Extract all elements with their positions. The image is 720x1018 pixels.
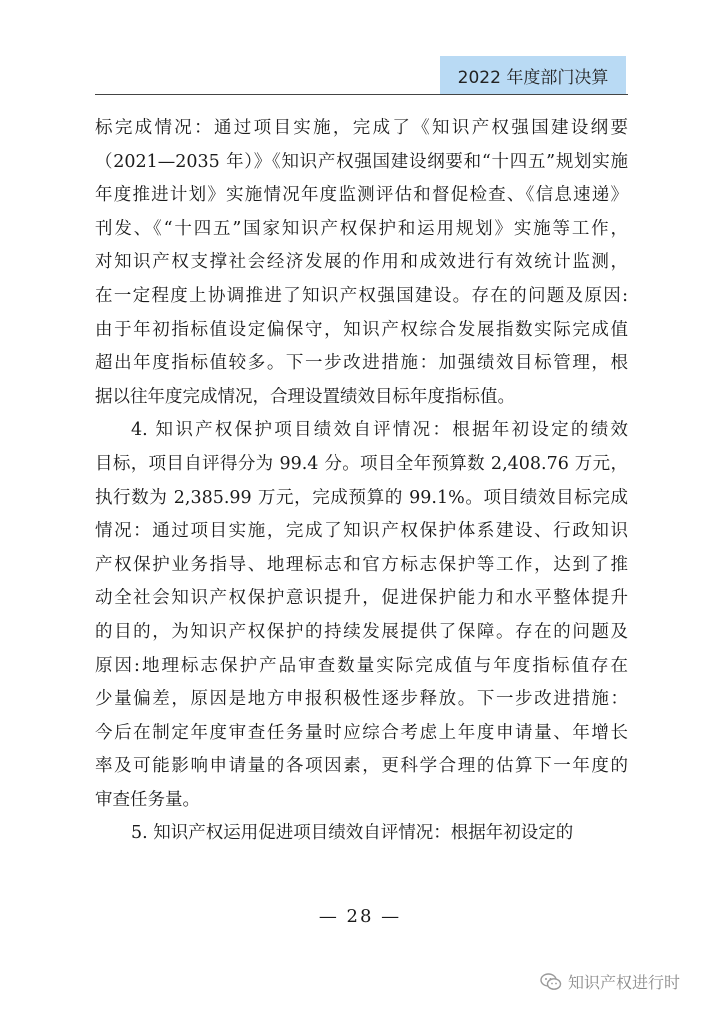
- body-line: 审查任务量。: [95, 789, 200, 810]
- watermark-text: 知识产权进行时: [568, 973, 681, 992]
- header-divider: [95, 94, 628, 95]
- body-line: 今后在制定年度审查任务量时应综合考虑上年度申请量、年增长: [95, 722, 628, 743]
- body-line: （2021—2035 年）》《知识产权强国建设纲要和“十四五”规划实施: [95, 151, 628, 172]
- body-line: 目标，项目自评得分为 99.4 分。项目全年预算数 2,408.76 万元，: [95, 453, 628, 474]
- body-line: 少量偏差，原因是地方申报积极性逐步释放。下一步改进措施：: [95, 689, 628, 710]
- watermark: [540, 970, 680, 993]
- body-line: 在一定程度上协调推进了知识产权强国建设。存在的问题及原因:: [95, 285, 628, 306]
- header-title: 2022 年度部门决算: [440, 56, 626, 94]
- page-number: — 28 —: [318, 906, 402, 927]
- body-line: 率及可能影响申请量的各项因素，更科学合理的估算下一年度的: [95, 756, 628, 777]
- body-line: 执行数为 2,385.99 万元，完成预算的 99.1%。项目绩效目标完成: [95, 487, 628, 508]
- wechat-icon: [540, 973, 562, 991]
- body-line: 动全社会知识产权保护意识提升，促进保护能力和水平整体提升: [95, 588, 628, 609]
- body-line: 情况：通过项目实施，完成了知识产权保护体系建设、行政知识: [95, 521, 628, 542]
- body-text: [95, 112, 628, 851]
- body-line: 5. 知识产权运用促进项目绩效自评情况：根据年初设定的: [131, 823, 574, 844]
- body-line: 据以往年度完成情况，合理设置绩效目标年度指标值。: [95, 386, 515, 407]
- body-line: 年度推进计划》实施情况年度监测评估和督促检查、《信息速递》: [95, 185, 628, 206]
- body-line: 由于年初指标值设定偏保守，知识产权综合发展指数实际完成值: [95, 319, 628, 340]
- body-line: 标完成情况：通过项目实施，完成了《知识产权强国建设纲要: [95, 118, 628, 138]
- body-line: 产权保护业务指导、地理标志和官方标志保护等工作，达到了推: [95, 554, 628, 575]
- body-line: 超出年度指标值较多。下一步改进措施：加强绩效目标管理，根: [95, 353, 628, 374]
- body-line: 刊发、《“十四五”国家知识产权保护和运用规划》实施等工作，: [95, 218, 628, 239]
- body-line: 原因:地理标志保护产品审查数量实际完成值与年度指标值存在: [95, 655, 628, 676]
- body-line: 对知识产权支撑社会经济发展的作用和成效进行有效统计监测，: [95, 252, 628, 273]
- body-line: 4. 知识产权保护项目绩效自评情况：根据年初设定的绩效: [131, 420, 628, 441]
- body-line: 的目的，为知识产权保护的持续发展提供了保障。存在的问题及: [95, 621, 628, 642]
